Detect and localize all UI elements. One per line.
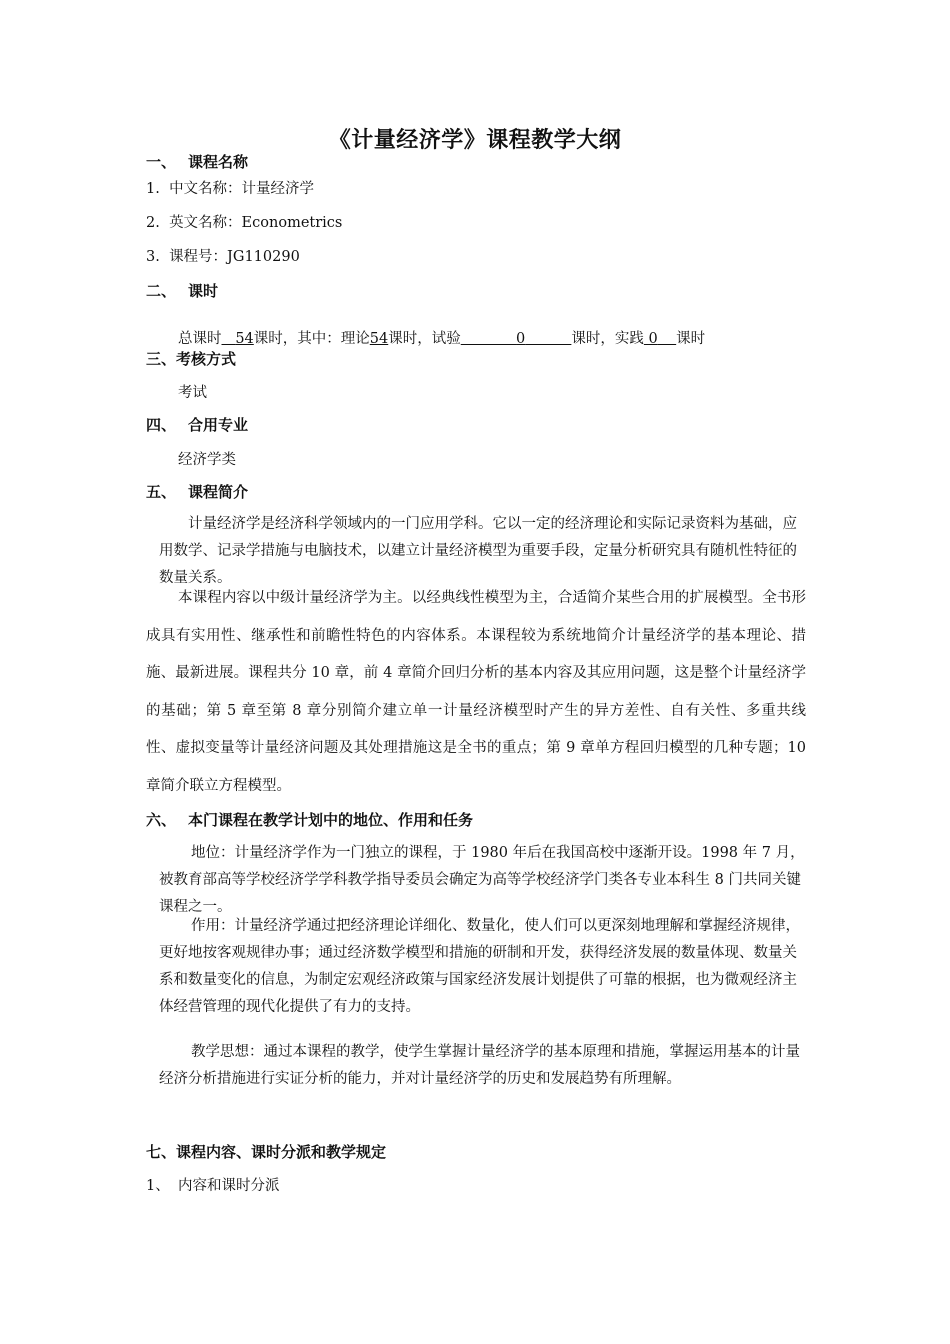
course-position-paragraph: 地位：计量经济学作为一门独立的课程，于 1980 年后在我国高校中逐渐开设。1998 年 7 月，被教育部高等学校经济学学科教学指导委员会确定为高等学校经济学门类各专业本科生 8 门共同关键课程之一。 xyxy=(159,845,805,915)
hours-text: 课时，试验 xyxy=(388,331,461,347)
course-code xyxy=(146,245,300,266)
item-number: 3. xyxy=(146,249,160,265)
item-text: 英文名称：Econometrics xyxy=(169,215,343,231)
course-english-name xyxy=(146,211,342,232)
assessment-method: 考试 xyxy=(178,385,207,401)
section-5-title: 课程简介 xyxy=(188,483,249,501)
subsection-number: 1、 xyxy=(146,1178,170,1194)
course-intro-paragraph-1: 计量经济学是经济科学领域内的一门应用学科。它以一定的经济理论和实际记录资料为基础，应用数学、记录学措施与电脑技术，以建立计量经济模型为重要手段，定量分析研究具有随机性特征的数量关系。 xyxy=(159,516,797,586)
section-1-heading xyxy=(146,151,248,172)
total-hours-value: 54 xyxy=(235,331,254,347)
content-hours-subheading xyxy=(146,1174,280,1195)
section-6-heading xyxy=(146,809,473,830)
section-1-number: 一、 xyxy=(146,153,177,171)
course-role-paragraph: 作用：计量经济学通过把经济理论详细化、数量化，使人们可以更深刻地理解和掌握经济规律，更好地按客观规律办事；通过经济数学模型和措施的研制和开发，获得经济发展的数量体现、数量关系和数量变化的信息，为制定宏观经济政策与国家经济发展计划提供了可靠的根据，也为微观经济主体经营管理的现代化提供了有力的支持。 xyxy=(159,918,800,1015)
section-5-number: 五、 xyxy=(146,483,177,501)
teaching-philosophy-paragraph: 教学思想：通过本课程的教学，使学生掌握计量经济学的基本原理和措施，掌握运用基本的计量经济分析措施进行实证分析的能力，并对计量经济学的历史和发展趋势有所理解。 xyxy=(159,1044,800,1087)
section-5-heading xyxy=(146,481,248,502)
class-hours-line xyxy=(178,327,705,348)
subsection-title: 内容和课时分派 xyxy=(178,1178,280,1194)
section-6-number: 六、 xyxy=(146,811,177,829)
section-2-title: 课时 xyxy=(188,282,219,300)
section-2-number: 二、 xyxy=(146,282,177,300)
section-3-heading: 三、考核方式 xyxy=(146,350,237,368)
item-text: 中文名称：计量经济学 xyxy=(169,181,315,197)
course-intro-paragraph-2: 本课程内容以中级计量经济学为主。以经典线性模型为主，合适简介某些合用的扩展模型。全书形成具有实用性、继承性和前瞻性特色的内容体系。本课程较为系统地简介计量经济学的基本理论、措施、最新进展。课程共分 10 章，前 4 章简介回归分析的基本内容及其应用问题，这是整个计量经济学的基础；第 5 章至第 8 章分别简介建立单一计量经济模型时产生的异方差性、自有关性、多重共线性、虚拟变量等计量经济问题及其处理措施这是全书的重点；第 9 章单方程回归模型的几种专题；10 章简介联立方程模型。 xyxy=(146,590,806,794)
hours-text: 课时 xyxy=(676,331,706,347)
course-chinese-name xyxy=(146,177,314,198)
section-4-number: 四、 xyxy=(146,416,177,434)
hours-text: 课时，实践 xyxy=(571,331,644,347)
practice-hours-value: 0 xyxy=(648,331,658,347)
section-2-heading xyxy=(146,280,218,301)
item-number: 2. xyxy=(146,215,160,231)
hours-text: 总课时 xyxy=(178,331,222,347)
section-6-title: 本门课程在教学计划中的地位、作用和任务 xyxy=(188,811,474,829)
section-1-title: 课程名称 xyxy=(188,153,249,171)
section-4-title: 合用专业 xyxy=(188,416,249,434)
item-number: 1. xyxy=(146,181,160,197)
applicable-majors: 经济学类 xyxy=(178,452,236,468)
section-4-heading xyxy=(146,414,248,435)
section-7-heading: 七、课程内容、课时分派和教学规定 xyxy=(146,1143,387,1161)
lab-hours-value: 0 xyxy=(516,331,526,347)
hours-text: 课时，其中：理论 xyxy=(253,331,370,347)
document-title: 《计量经济学》课程教学大纲 xyxy=(328,128,622,153)
theory-hours-value: 54 xyxy=(369,331,389,347)
item-text: 课程号：JG110290 xyxy=(169,249,300,265)
